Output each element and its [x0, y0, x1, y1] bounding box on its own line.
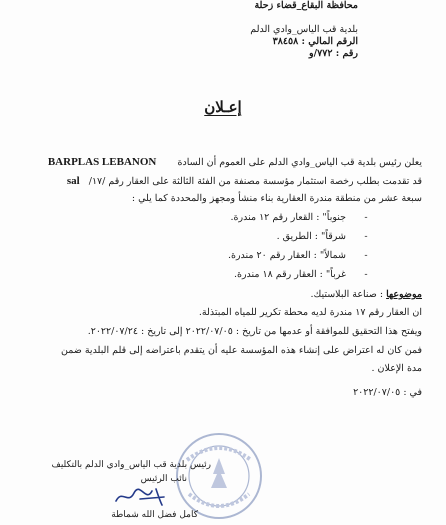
company-name: BARPLAS LEBANON: [47, 156, 157, 168]
body-line-3: سبعة عشر من منطقة مندرة العقارية بناء منشأ ومجهز والمحددة كما يلي :: [131, 193, 422, 204]
paragraph-3: فمن كان له اعتراض على إنشاء هذه المؤسسة عليه أن يتقدم باعتراضه إلى قلم البلدية ضمن: [61, 345, 422, 356]
signature-role: نائب الرئيس: [140, 474, 187, 484]
bound-north: شمالاً" : العقار رقم ٢٠ مندرة.: [227, 250, 346, 261]
bound-south: جنوباً" : القعار رقم ١٢ مندرة.: [230, 212, 346, 223]
list-item: -غرباً" : العقار رقم ١٨ مندرة.: [233, 269, 368, 280]
list-item: -شرقاً" : الطريق .: [276, 231, 368, 242]
bound-west: غرباً" : العقار رقم ١٨ مندرة.: [233, 269, 346, 280]
company-suffix: sal: [66, 175, 80, 187]
paragraph-2: ويفتح هذا التحقيق للموافقة أو عدمها من تاريخ : ٢٠٢٢/٠٧/٠٥ إلى تاريخ : ٢٠٢٢/٠٧/٢٤.: [87, 326, 422, 337]
list-item: -شمالاً" : العقار رقم ٢٠ مندرة.: [227, 250, 368, 261]
list-item: -جنوباً" : القعار رقم ١٢ مندرة.: [230, 212, 368, 223]
header-municipality: بلدية قب الياس_وادي الدلم: [250, 24, 358, 35]
subject-label: موضوعها: [386, 289, 422, 300]
header-financial-number: الرقم المالي : ٣٨٤٥٨: [272, 36, 358, 47]
body-line-2-text: قد تقدمت بطلب رخصة استثمار مؤسسة مصنفة من الفئة الثالثة على العقار رقم /١٧/: [88, 176, 422, 187]
paragraph-1: ان العقار رقم ١٧ مندرة لديه محطة تكرير للمياه المبتذلة.: [198, 307, 422, 318]
subject-text: : صناعة البلاستيك.: [310, 289, 387, 300]
body-line-1: [48, 156, 422, 169]
body-line-1-text: يعلن رئيس بلدية قب الياس_وادي الدلم على العموم أن السادة: [177, 157, 422, 168]
signature-title: رئيس بلدية قب الياس_وادي الدلم بالتكليف: [51, 460, 211, 470]
paragraph-4: مدة الإعلان .: [371, 363, 422, 374]
signatory-name: كامل فضل الله شماطة: [111, 510, 198, 520]
page-title: إعـلان: [204, 98, 242, 116]
subject-line: [310, 289, 422, 300]
body-line-2: [67, 175, 422, 188]
handwritten-signature: [112, 485, 172, 507]
issue-date: في : ٢٠٢٢/٠٧/٠٥: [353, 387, 422, 398]
bound-east: شرقاً" : الطريق .: [276, 231, 346, 242]
header-governorate: محافظة البقاع_قضاء زحلة: [254, 0, 358, 11]
header-reference-number: رقم : ٧٧٢/و: [309, 48, 358, 59]
